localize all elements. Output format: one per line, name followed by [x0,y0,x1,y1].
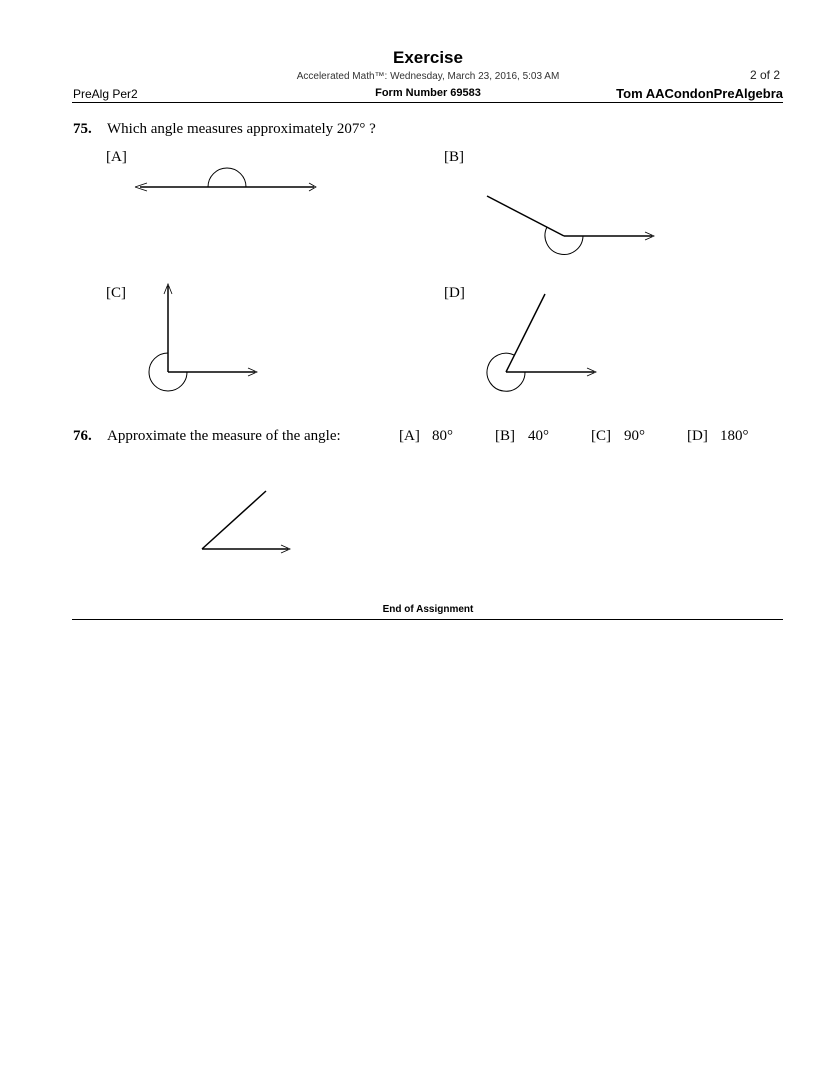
student-name: Tom AACondonPreAlgebra [616,86,783,101]
angle-figure-a [135,168,316,191]
question-number-75: 75. [73,121,92,137]
option-b-label: [B] [444,149,464,165]
option-d-label: [D] [444,285,465,301]
angle-figure-c [149,284,257,391]
footer-rule [72,619,783,620]
page-number: 2 of 2 [749,68,780,82]
question-number-76: 76. [73,428,92,444]
question-text-75: Which angle measures approximately 207° ? [107,121,376,137]
angle-figure-76 [202,491,290,553]
answer-d-value: 180° [720,428,749,444]
answer-a-label: [A] [399,428,420,444]
class-name: PreAlg Per2 [73,87,138,101]
answer-c-value: 90° [624,428,645,444]
answer-c-label: [C] [591,428,611,444]
answer-b-label: [B] [495,428,515,444]
subtitle: Accelerated Math™: Wednesday, March 23, 2016, 5:03 AM [296,71,560,82]
answer-a-value: 80° [432,428,453,444]
end-of-assignment: End of Assignment [382,604,474,615]
form-number: Form Number 69583 [375,87,481,99]
answer-b-value: 40° [528,428,549,444]
option-a-label: [A] [106,149,127,165]
angle-figure-b [487,196,654,254]
option-c-label: [C] [106,285,126,301]
answer-d-label: [D] [687,428,708,444]
question-text-76: Approximate the measure of the angle: [107,428,341,444]
page-title: Exercise [393,48,463,67]
angle-figure-d [487,294,596,391]
